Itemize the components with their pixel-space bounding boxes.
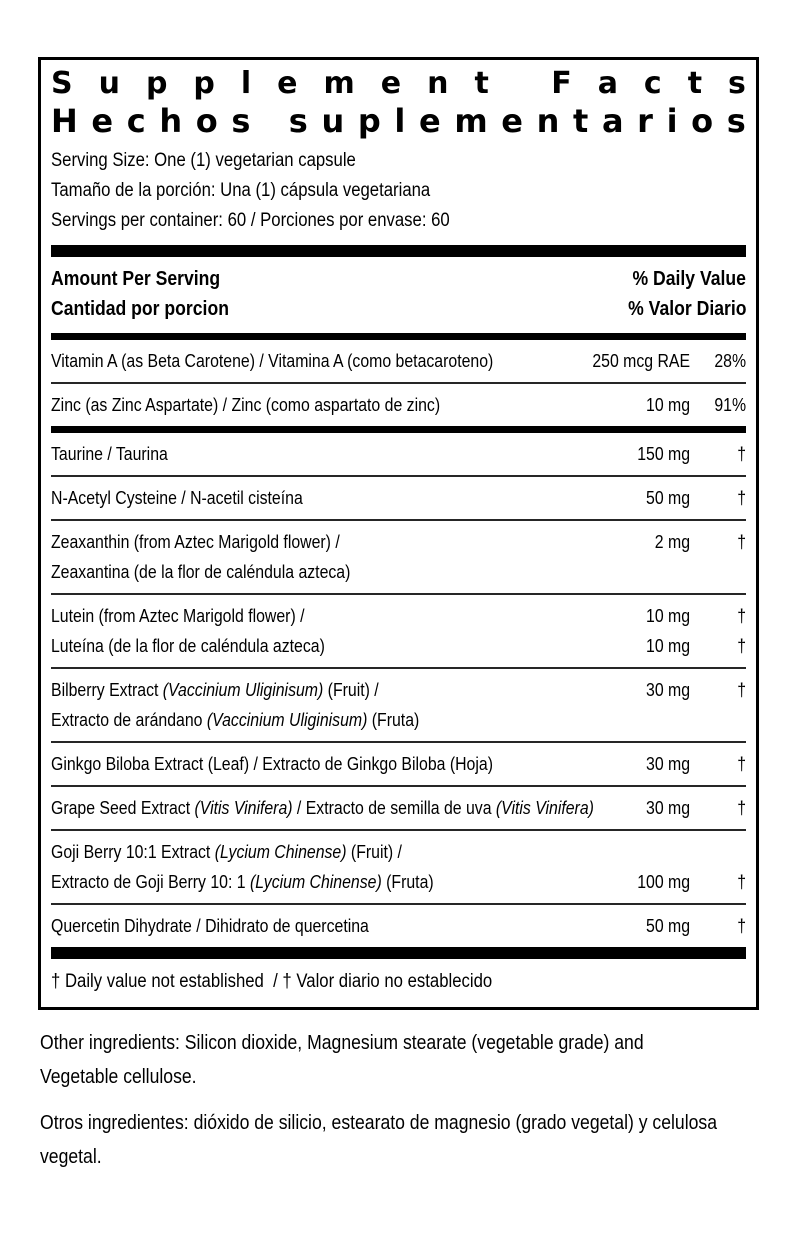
table-row-line: [51, 557, 746, 587]
amount-cell: [570, 867, 690, 897]
name-segment: Zeaxantina (de la flor de caléndula azteca): [51, 562, 351, 582]
ingredient-name: [51, 837, 570, 867]
ingredient-name: [51, 631, 570, 661]
table-row-n-acetyl-cysteine: [51, 477, 746, 519]
name-segment: Zeaxanthin (from Aztec Marigold flower) /: [51, 532, 340, 552]
ingredient-name: [51, 793, 594, 823]
supplement-facts-panel: [38, 57, 759, 1010]
amount-cell: [570, 911, 690, 941]
daily-value-cell: [690, 483, 746, 513]
serving-size-line-es: Tamaño de la porción: Una (1) cápsula vegetariana: [51, 180, 431, 201]
name-segment: Lutein (from Aztec Marigold flower) /: [51, 606, 305, 626]
latin-name: (Vaccinium Uliginisum): [206, 710, 368, 730]
daily-value: 28%: [714, 351, 746, 371]
table-row-line: [51, 675, 746, 705]
ingredient-name-text: [51, 439, 168, 469]
name-segment: Ginkgo Biloba Extract (Leaf) / Extracto de Ginkgo Biloba (Hoja): [51, 754, 493, 774]
medium-rule: [51, 426, 746, 433]
daily-value: †: [737, 754, 746, 774]
ingredient-name: [51, 390, 570, 420]
name-segment: Zinc (as Zinc Aspartate) / Zinc (como aspartato de zinc): [51, 395, 441, 415]
table-row-vitamin-a: [51, 340, 746, 382]
table-row-zeaxanthin: [51, 521, 746, 593]
ingredient-table: [51, 340, 746, 947]
name-segment: Luteína (de la flor de caléndula azteca): [51, 636, 325, 656]
daily-value-cell: [690, 346, 746, 376]
ingredient-name-text: [51, 675, 379, 705]
other-ingredients-en-line2: Vegetable cellulose.: [40, 1066, 197, 1088]
ingredient-name-text: [51, 749, 493, 779]
panel-title-es: H e c h o s s u p l e m e n t a r i o s: [51, 102, 746, 140]
amount-cell: [570, 483, 690, 513]
amount-value: 250 mcg RAE: [592, 351, 690, 371]
other-ingredients-en-line1: Other ingredients: Silicon dioxide, Magnesium stearate (vegetable grade) and: [40, 1032, 644, 1054]
daily-value: 91%: [714, 395, 746, 415]
daily-value-cell: [690, 749, 746, 779]
amount-cell: [570, 439, 690, 469]
ingredient-name: [51, 675, 570, 705]
ingredient-name-text: [51, 793, 594, 823]
latin-name: (Vaccinium Uliginisum): [162, 680, 324, 700]
table-row-line: [51, 837, 746, 867]
daily-value: †: [737, 444, 746, 464]
ingredient-name: [51, 557, 570, 587]
table-row-line: [51, 390, 746, 420]
name-segment: (Fruit) /: [323, 680, 379, 700]
table-row-zinc: [51, 384, 746, 426]
latin-name: (Vitis Vinifera): [194, 798, 293, 818]
amount-cell: [570, 346, 690, 376]
daily-value: †: [737, 680, 746, 700]
ingredient-name: [51, 601, 570, 631]
other-ingredients-es-line1: Otros ingredientes: dióxido de silicio, estearato de magnesio (grado vegetal) y celulosa: [40, 1112, 718, 1134]
amount-value: 30 mg: [645, 754, 690, 774]
amount-value: 100 mg: [637, 872, 690, 892]
name-segment: Taurine / Taurina: [51, 444, 168, 464]
amount-per-serving-label-es: Cantidad por porcion: [51, 298, 229, 320]
ingredient-name: [51, 439, 570, 469]
name-segment: (Fruta): [367, 710, 420, 730]
table-row-line: [51, 601, 746, 631]
ingredient-name-text: [51, 601, 305, 631]
ingredient-name: [51, 346, 570, 376]
amount-cell: [570, 527, 690, 557]
latin-name: (Lycium Chinense): [249, 872, 382, 892]
serving-info: [51, 146, 746, 236]
table-row-ginkgo-biloba-extract: [51, 743, 746, 785]
ingredient-name-text: [51, 705, 419, 735]
table-row-line: [51, 705, 746, 735]
footer-paragraph-gap: [40, 1094, 780, 1106]
name-segment: Extracto de Goji Berry 10: 1: [51, 872, 250, 892]
other-ingredients-section: [40, 1026, 780, 1174]
daily-value-cell: [690, 675, 746, 705]
ingredient-name-text: [51, 346, 493, 376]
daily-value-cell: [690, 911, 746, 941]
daily-value: †: [737, 798, 746, 818]
daily-value-cell: [690, 439, 746, 469]
table-row-bilberry-extract: [51, 669, 746, 741]
daily-value: †: [737, 636, 746, 656]
table-row-line: [51, 483, 746, 513]
amount-value: 2 mg: [654, 532, 690, 552]
table-row-grape-seed-extract: [51, 787, 746, 829]
ingredient-name-text: [51, 911, 369, 941]
name-segment: (Fruta): [381, 872, 434, 892]
amount-value: 150 mg: [637, 444, 690, 464]
daily-value-cell: [690, 527, 746, 557]
amount-value: 50 mg: [645, 488, 690, 508]
amount-cell: [570, 601, 690, 631]
daily-value-cell: [690, 631, 746, 661]
table-row-line: [51, 749, 746, 779]
daily-value: †: [737, 872, 746, 892]
medium-rule-under-headers: [51, 333, 746, 340]
amount-value: 30 mg: [645, 798, 690, 818]
amount-value: 10 mg: [645, 395, 690, 415]
latin-name: (Vitis Vinifera): [495, 798, 594, 818]
amount-value: 30 mg: [645, 680, 690, 700]
panel-title-en: S u p p l e m e n t F a c t s: [51, 66, 746, 101]
daily-value-cell: [690, 390, 746, 420]
name-segment: Quercetin Dihydrate / Dihidrato de quercetina: [51, 916, 369, 936]
daily-value: †: [737, 532, 746, 552]
ingredient-name-text: [51, 390, 440, 420]
ingredient-name: [51, 483, 570, 513]
amount-value: 10 mg: [645, 636, 690, 656]
serving-size-line: Serving Size: One (1) vegetarian capsule: [51, 150, 356, 171]
name-segment: Bilberry Extract: [51, 680, 163, 700]
amount-value: 10 mg: [645, 606, 690, 626]
amount-cell: [570, 390, 690, 420]
table-row-lutein: [51, 595, 746, 667]
ingredient-name: [51, 911, 570, 941]
ingredient-name: [51, 527, 570, 557]
other-ingredients-es-line2: vegetal.: [40, 1146, 102, 1168]
table-row-line: [51, 346, 746, 376]
column-headers: [51, 257, 746, 333]
table-row-line: [51, 439, 746, 469]
name-segment: (Fruit) /: [346, 842, 402, 862]
table-row-line: [51, 867, 746, 897]
ingredient-name-text: [51, 837, 402, 867]
name-segment: Goji Berry 10:1 Extract: [51, 842, 215, 862]
column-header-en: [51, 264, 746, 294]
name-segment: Grape Seed Extract: [51, 798, 195, 818]
table-row-goji-berry-extract: [51, 831, 746, 903]
daily-value-footnote: † Daily value not established / † Valor diario no establecido: [51, 971, 493, 992]
name-segment: N-Acetyl Cysteine / N-acetil cisteína: [51, 488, 303, 508]
amount-value: 50 mg: [645, 916, 690, 936]
thick-rule-above-footnote: [51, 947, 746, 959]
daily-value-cell: [690, 793, 746, 823]
daily-value: †: [737, 916, 746, 936]
daily-value-label-es: % Valor Diario: [627, 298, 746, 320]
column-header-es: [51, 294, 746, 324]
servings-per-container-line: Servings per container: 60 / Porciones por envase: 60: [51, 210, 450, 231]
table-row-quercetin-dihydrate: [51, 905, 746, 947]
ingredient-name: [51, 749, 570, 779]
daily-value-label: % Daily Value: [632, 268, 746, 290]
name-segment: Extracto de arándano: [51, 710, 207, 730]
ingredient-name: [51, 705, 570, 735]
ingredient-name: [51, 867, 570, 897]
amount-cell: [570, 749, 690, 779]
table-row-line: [51, 631, 746, 661]
table-row-taurine: [51, 433, 746, 475]
ingredient-name-text: [51, 483, 303, 513]
table-row-line: [51, 911, 746, 941]
thick-rule-top: [51, 245, 746, 257]
amount-cell: [570, 631, 690, 661]
ingredient-name-text: [51, 631, 325, 661]
amount-per-serving-label: Amount Per Serving: [51, 268, 221, 290]
latin-name: (Lycium Chinense): [214, 842, 347, 862]
table-row-line: [51, 793, 746, 823]
daily-value-cell: [690, 867, 746, 897]
daily-value: †: [737, 488, 746, 508]
name-segment: Vitamin A (as Beta Carotene) / Vitamina A (como betacaroteno): [51, 351, 494, 371]
ingredient-name-text: [51, 527, 340, 557]
daily-value: †: [737, 606, 746, 626]
ingredient-name-text: [51, 557, 350, 587]
daily-value-cell: [690, 601, 746, 631]
name-segment: / Extracto de semilla de uva: [292, 798, 496, 818]
amount-cell: [570, 675, 690, 705]
table-row-line: [51, 527, 746, 557]
ingredient-name-text: [51, 867, 434, 897]
